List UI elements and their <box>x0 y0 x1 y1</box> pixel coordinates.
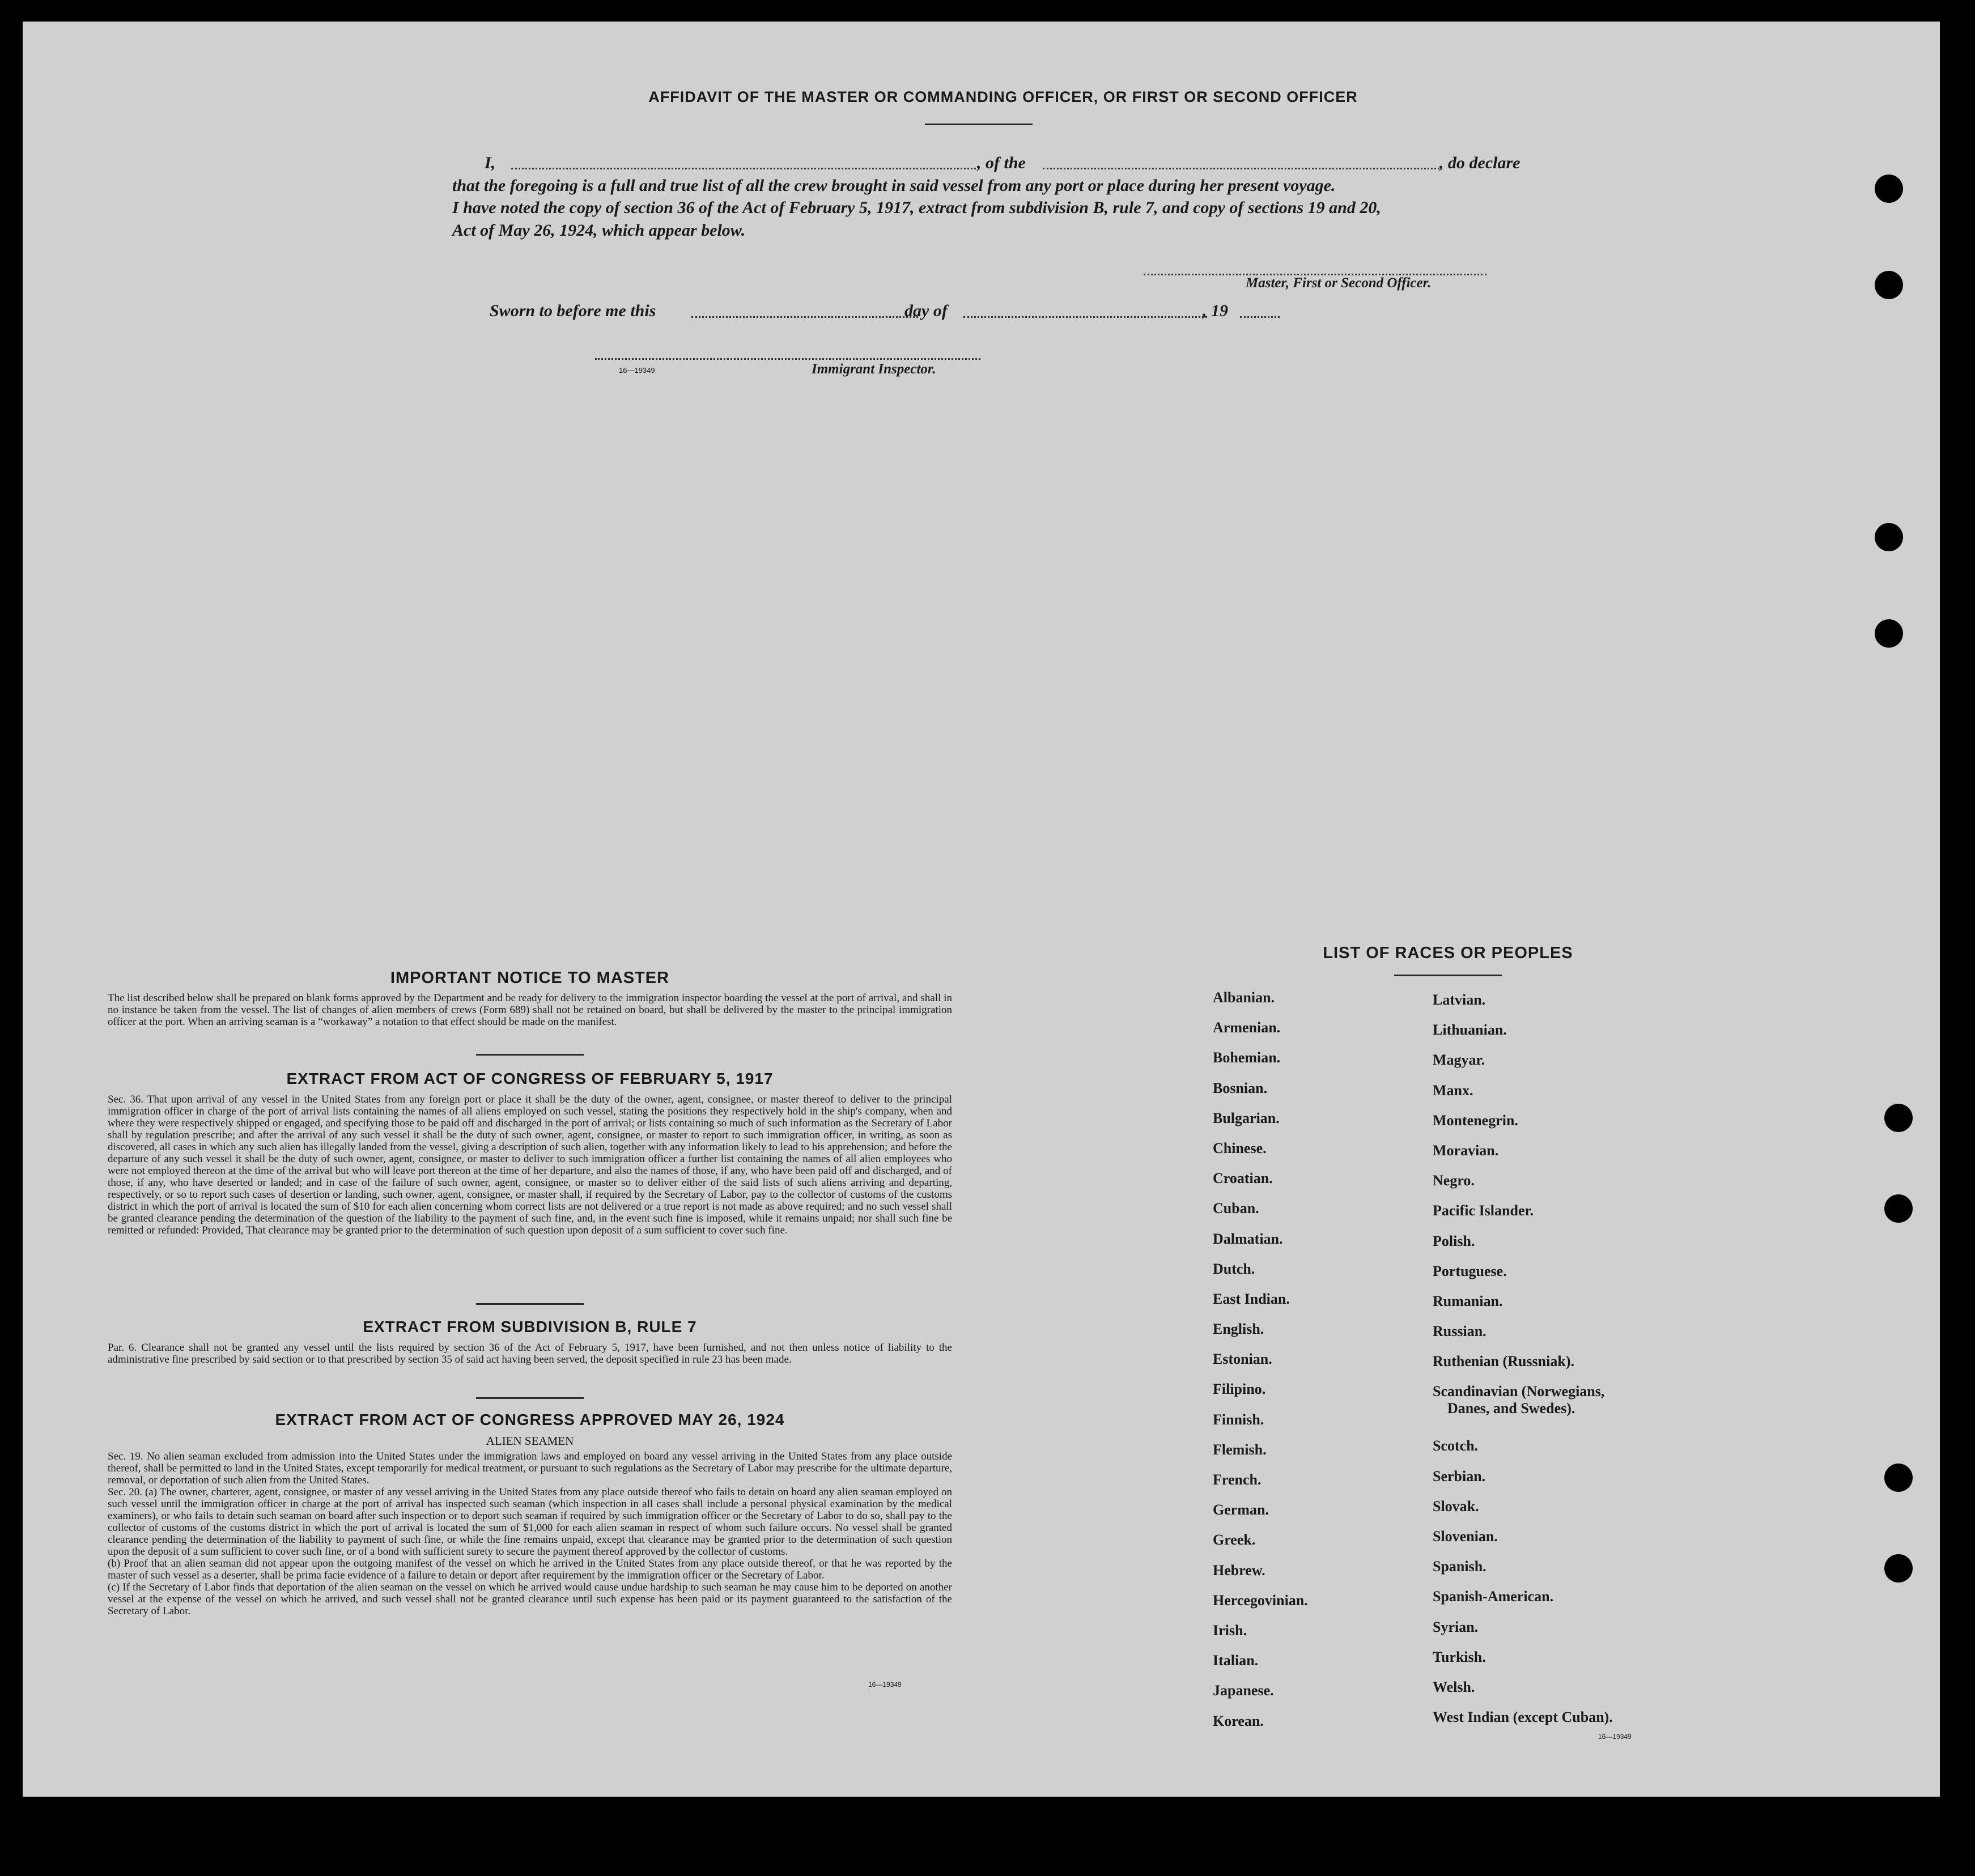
race-item: Ruthenian (Russniak). <box>1433 1353 1574 1370</box>
affidavit-line-4: Act of May 26, 1924, which appear below. <box>452 221 746 240</box>
race-item: Lithuanian. <box>1433 1022 1507 1039</box>
sec-20b-text: (b) Proof that an alien seaman did not appear upon the outgoing manifest of the vessel on which he arrived in the United States from any place outside thereof, or that he was reported by the master of such vessel as a deserter, shall be prima facie evidence of a failure to detain or deport after requirement by the immigration officer or the Secretary of Labor. <box>108 1558 952 1581</box>
punch-hole <box>1875 619 1903 648</box>
extract-1924-title: EXTRACT FROM ACT OF CONGRESS APPROVED MAY 26, 1924 <box>275 1411 785 1428</box>
title-rule <box>925 124 1033 125</box>
alien-seamen-subtitle: ALIEN SEAMEN <box>486 1434 574 1448</box>
affidavit-line-3: I have noted the copy of section 36 of the Act of February 5, 1917, extract from subdivision B, rule 7, and copy of sections 19 and 20, <box>452 198 1381 217</box>
punch-hole <box>1884 1194 1913 1223</box>
race-item: Slovak. <box>1433 1498 1479 1515</box>
race-item: German. <box>1213 1501 1269 1518</box>
race-item: Manx. <box>1433 1082 1473 1099</box>
punch-hole <box>1875 175 1903 203</box>
race-item: Serbian. <box>1433 1467 1486 1484</box>
race-item: Dalmatian. <box>1213 1230 1283 1247</box>
race-item: Negro. <box>1433 1172 1475 1189</box>
race-item: Italian. <box>1213 1652 1259 1669</box>
race-item: Cuban. <box>1213 1200 1259 1217</box>
sworn-month-blank <box>963 316 1207 318</box>
extract-1917-body: Sec. 36. That upon arrival of any vessel in the United States from any foreign port or place it shall be the duty of the owner, agent, consignee, or master thereof to deliver to the principal immigration officer in charge of the port of arrival lists containing the names of all aliens employed on such vessel, stating the positions they respectively hold in the ship's company, when and where they were respectively shipped or engaged, and specifying those to be paid off and discharged in the port of arrival; or lists containing so much of such information as the Secretary of Labor shall by regulation prescribe; and after the arrival of any such vessel it shall be the duty of such owner, agent, consignee, or master to report to such immigration officer, in writing, as soon as discovered, all cases in which any such alien has illegally landed from the vessel, giving a description of such alien, together with any information likely to lead to his apprehension; and before the departure of any such vessel it shall be the duty of such owner, agent, consignee, or master to deliver to such immigration officer a further list containing the names of all alien employees who were not employed thereon at the time of the arrival but who will leave port thereon at the time of her departure, and also the names of those, if any, who have been paid off and discharged, and of those, if any, who have deserted or landed; and in case of the failure of such owner, agent, consignee, or master so to deliver either of the said lists of such aliens arriving and departing, respectively, or so to report such cases of desertion or landing, such owner, agent, consignee, or master shall, if required by the Secretary of Labor, pay to the collector of customs of the customs district in which the port of arrival is located the sum of $10 for each alien concerning whom correct lists are not delivered or a true report is not made as above required; and no such vessel shall be granted clearance pending the determination of the question of the liability to the payment of such fine, and, in the event such fine is imposed, while it remains unpaid; nor shall such fine be remitted or refunded: Provided, That clearance may be granted prior to the determination of such question upon deposit of a sum sufficient to cover such fine. <box>108 1094 952 1236</box>
race-item: Armenian. <box>1213 1019 1281 1036</box>
races-title: LIST OF RACES OR PEOPLES <box>1323 944 1573 962</box>
sworn-label: Sworn to before me this <box>490 301 656 320</box>
race-item: Estonian. <box>1213 1351 1272 1368</box>
extract-1917-title: EXTRACT FROM ACT OF CONGRESS OF FEBRUARY 5, 1917 <box>286 1070 774 1087</box>
extract-1917-divider <box>476 1303 584 1305</box>
sworn-year-blank <box>1240 316 1280 318</box>
extract-1924-form-number: 16—19349 <box>868 1681 902 1688</box>
sworn-day-blank <box>691 316 918 318</box>
race-item: Portuguese. <box>1433 1262 1507 1279</box>
notice-divider <box>476 1054 584 1056</box>
inspector-label: Immigrant Inspector. <box>812 361 936 377</box>
affidavit-i-label: I, <box>485 154 496 172</box>
race-item: West Indian (except Cuban). <box>1433 1709 1613 1726</box>
master-label: Master, First or Second Officer. <box>1246 275 1432 291</box>
document-page <box>23 22 1940 1797</box>
form-number: 16—19349 <box>619 366 655 375</box>
race-item: Dutch. <box>1213 1260 1255 1277</box>
year-prefix: , 19 <box>1203 301 1228 320</box>
notice-title: IMPORTANT NOTICE TO MASTER <box>390 969 670 987</box>
race-item: Irish. <box>1213 1622 1247 1639</box>
race-item: Albanian. <box>1213 989 1275 1006</box>
race-item: Croatian. <box>1213 1170 1273 1187</box>
notice-body: The list described below shall be prepared on blank forms approved by the Department and be ready for delivery to the immigration inspector boarding the vessel at the port of arrival, and shall in no instance be taken from the vessel. The list of changes of alien members of crews (Form 689) shall not be retained on board, but shall be delivered by the master to the principal immigration officer at the port. When an arriving seaman is a “workaway” a notation to that effect should be made on the manifest. <box>108 992 952 1028</box>
punch-hole <box>1884 1104 1913 1132</box>
race-item: Rumanian. <box>1433 1292 1503 1309</box>
race-item-scandinavian <box>1433 1383 1750 1437</box>
race-item: Moravian. <box>1433 1142 1499 1159</box>
race-item: Syrian. <box>1433 1618 1479 1635</box>
subdivision-b-title: EXTRACT FROM SUBDIVISION B, RULE 7 <box>363 1318 697 1335</box>
punch-hole <box>1884 1554 1913 1583</box>
of-the-label: , of the <box>977 154 1026 172</box>
race-item: English. <box>1213 1321 1264 1338</box>
sec-20c-text: (c) If the Secretary of Labor finds that deportation of the alien seaman on the vessel on which he arrived would cause undue hardship to such seaman he may cause him to be deported on another vessel at the expense of the vessel on which he arrived, and such vessel shall not be granted clearance until such expense has been paid or its payment guaranteed to the satisfaction of the Secretary of Labor. <box>108 1581 952 1617</box>
race-item: Bosnian. <box>1213 1079 1268 1096</box>
race-item: Polish. <box>1433 1232 1475 1249</box>
race-item: Bulgarian. <box>1213 1109 1280 1126</box>
races-column-2 <box>1433 992 1750 1739</box>
race-item: Magyar. <box>1433 1052 1485 1069</box>
race-item: Filipino. <box>1213 1381 1266 1398</box>
subdivision-b-divider <box>476 1397 584 1399</box>
punch-hole <box>1875 271 1903 299</box>
race-item: Korean. <box>1213 1712 1264 1729</box>
race-item: Spanish-American. <box>1433 1588 1554 1605</box>
affidavit-title: AFFIDAVIT OF THE MASTER OR COMMANDING OFFICER, OR FIRST OR SECOND OFFICER <box>648 88 1358 105</box>
race-item: French. <box>1213 1471 1262 1488</box>
scandinavian-line-1: Scandinavian (Norwegians, <box>1433 1383 1605 1400</box>
race-item: Pacific Islander. <box>1433 1202 1534 1219</box>
subdivision-b-body: Par. 6. Clearance shall not be granted any vessel until the lists required by section 36 of the Act of February 5, 1917, have been furnished, and not then unless notice of liability to the administrative fine prescribed by said section or to that prescribed by section 35 of said act having been served, the deposit specified in rule 23 has been made. <box>108 1342 952 1365</box>
race-item: Greek. <box>1213 1532 1256 1549</box>
races-column-1 <box>1213 989 1417 1743</box>
race-item: Russian. <box>1433 1323 1486 1340</box>
race-item: Turkish. <box>1433 1648 1486 1665</box>
races-divider <box>1394 975 1502 976</box>
inspector-signature-blank <box>595 358 980 360</box>
vessel-blank <box>1043 168 1439 169</box>
race-item: Chinese. <box>1213 1139 1267 1156</box>
races-form-number: 16—19349 <box>1598 1733 1632 1741</box>
name-blank <box>511 168 976 169</box>
race-item: Flemish. <box>1213 1441 1267 1458</box>
race-item: Welsh. <box>1433 1678 1475 1695</box>
punch-hole <box>1875 523 1903 551</box>
race-item: Slovenian. <box>1433 1528 1498 1545</box>
race-item: East Indian. <box>1213 1290 1290 1307</box>
race-item: Scotch. <box>1433 1437 1479 1454</box>
scandinavian-line-2: Danes, and Swedes). <box>1447 1400 1575 1417</box>
do-declare-label: , do declare <box>1439 154 1520 172</box>
race-item: Finnish. <box>1213 1411 1264 1428</box>
day-of-label: day of <box>904 301 948 320</box>
affidavit-line-2: that the foregoing is a full and true list of all the crew brought in said vessel from any port or place during her present voyage. <box>452 176 1336 195</box>
race-item: Spanish. <box>1433 1558 1486 1575</box>
punch-hole <box>1884 1464 1913 1492</box>
sec-19-text: Sec. 19. No alien seaman excluded from admission into the United States under the immigration laws and employed on board any vessel arriving in the United States from any place outside thereof, shall be permitted to land in the United States, except temporarily for medical treatment, or pursuant to such regulations as the Secretary of Labor may prescribe for the ultimate departure, removal, or deportation of such alien from the United States. <box>108 1450 952 1486</box>
race-item: Japanese. <box>1213 1682 1274 1699</box>
race-item: Latvian. <box>1433 992 1486 1008</box>
race-item: Montenegrin. <box>1433 1112 1518 1129</box>
race-item: Hebrew. <box>1213 1562 1265 1579</box>
race-item: Hercegovinian. <box>1213 1592 1308 1609</box>
sec-20a-text: Sec. 20. (a) The owner, charterer, agent, consignee, or master of any vessel arriving in the United States from any place outside thereof who fails to detain on board any alien seaman employed on such vessel until the immigration officer in charge at the port of arrival has inspected such seaman (which inspection in all cases shall include a personal physical examination by the medical examiners), or who fails to detain such seaman on board after such inspection or to deport such seaman if required by such immigration officer or the Secretary of Labor to do so, shall pay to the collector of customs of the customs district in which the port of arrival is located the sum of $1,000 for each alien seaman in respect of whom such failure occurs. No vessel shall be granted clearance pending the determination of the liability to payment of such fine, or while the fine remains unpaid, except that clearance may be granted prior to the determination of such question upon the deposit of a sum sufficient to cover such fine, or of a bond with sufficient surety to secure the payment thereof approved by the collector of customs. <box>108 1486 952 1558</box>
extract-1924-body <box>108 1450 952 1617</box>
race-item: Bohemian. <box>1213 1049 1281 1066</box>
